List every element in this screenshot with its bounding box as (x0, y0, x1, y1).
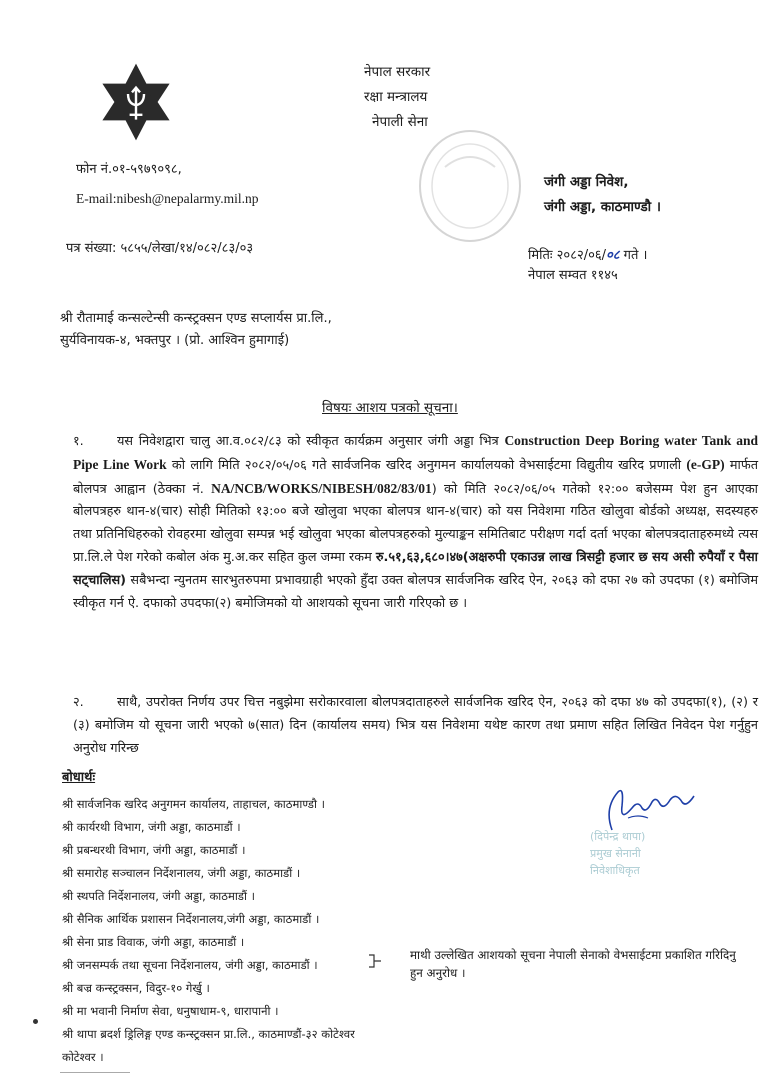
army-name: नेपाली सेना (372, 114, 428, 130)
cc-item: श्री मा भवानी निर्माण सेवा, धनुषाधाम-९, धारापानी । (62, 1004, 279, 1018)
cc-item: श्री जनसम्पर्क तथा सूचना निर्देशनालय, जंगी अड्डा, काठमाडौं । (62, 958, 318, 972)
stamp-line-3: निवेशाधिकृत (590, 864, 640, 877)
paragraph-1-text-4: ) को मिति २०८२/०६/०५ गतेको १२:०० बजेसम्म पेश हुन आएका बोलपत्रहरु थान-४(चार) सोही मितिको १३:०० बजे खोलुवा भएका बोलपत्र थान-४(चार) को यस निवेशमा गठित खोलुवा बोर्डको अध्यक्ष, सदस्यहरु तथा प्रतिनिधिहरुको रोवहरमा खोलुवा सम्पन्न भई खोलुवा भएका बोलपत्रहरुको मुल्याङ्कन समितिबाट परीक्षण गर्दा दर्ता भएका बोलपत्रदाताहरुमध्ये त्यस प्रा.लि.ले पेश गरेको कबोल अंक मु.अ.कर सहित कुल जम्मा रकम (73, 481, 758, 565)
cc-item: श्री बज्र कन्स्ट्रक्सन, विदुर-१० गेर्खु । (62, 981, 210, 995)
cc-item: श्री प्रबन्धरथी विभाग, जंगी अड्डा, काठमाडौं । (62, 843, 246, 857)
ministry-name: रक्षा मन्त्रालय (364, 89, 428, 105)
margin-dot (33, 1019, 38, 1024)
footer-divider (60, 1072, 130, 1073)
project-name: Construction Deep Boring water Tank and Pipe Line Work (73, 433, 758, 472)
office-line-2: जंगी अड्डा, काठमाण्डौ । (544, 199, 661, 215)
nepal-army-emblem-icon (96, 62, 176, 142)
cc-item: श्री सैनिक आर्थिक प्रशासन निर्देशनालय,जंगी अड्डा, काठमाडौं । (62, 912, 320, 926)
cc-item: श्री कार्यरथी विभाग, जंगी अड्डा, काठमाडौं । (62, 820, 241, 834)
letter-date (528, 246, 647, 286)
subject-line: विषयः आशय पत्रको सूचना। (322, 400, 458, 416)
government-header (364, 60, 430, 135)
cc-heading: बोधार्थः (62, 770, 96, 785)
nepal-samvat: नेपाल सम्वत ११४५ (528, 268, 618, 283)
cc-item: कोटेश्वर । (62, 1050, 104, 1064)
date-line (528, 246, 647, 266)
contract-number: NA/NCB/WORKS/NIBESH/082/83/01 (211, 480, 432, 496)
paragraph-2-text: साथै, उपरोक्त निर्णय उपर चित्त नबुझेमा सरोकारवाला बोलपत्रदाताहरुले सार्वजनिक खरिद ऐन, २०६३ को दफा ४७ को उपदफा(१), (२) र (३) बमोजिम यो सूचना जारी भएको ७(सात) दिन (कार्यालय समय) भित्र यस निवेशमा यथेष्ट कारण तथा प्रमाण सहित लिखित निवेदन पेश गर्नुहुन अनुरोध गरिन्छ (73, 695, 758, 756)
phone-number: फोन नं.०१-५९७९०९८, (76, 162, 182, 177)
paragraph-1-text-2: को लागि मिति २०८२/०५/०६ गते सार्वजनिक खरिद अनुगमन कार्यालयको वेभसाईटमा विद्युतीय खरिद प्रणाली (166, 457, 687, 473)
egp-label: (e-GP) (686, 456, 725, 472)
paragraph-1-text-3: मार्फत बोलपत्र आह्वान (ठेक्का नं. (73, 457, 759, 497)
email-address: E-mail:nibesh@nepalarmy.mil.np (76, 191, 259, 206)
paragraph-1-text-1: यस निवेशद्वारा चालु आ.व.०८२/८३ को स्वीकृत कार्यक्रम अनुसार जंगी अड्डा भित्र (117, 434, 505, 449)
recipient-block (60, 308, 332, 352)
date-suffix: गते । (619, 248, 648, 263)
cc-item: श्री समारोह सञ्चालन निर्देशनालय, जंगी अड्डा, काठमाडौं । (62, 866, 301, 880)
brace-connector-icon (368, 954, 382, 968)
stamp-line-2: प्रमुख सेनानी (590, 847, 641, 860)
reference-number: पत्र संख्या: ५८५५/लेखा/१४/०८२/८३/०३ (66, 241, 254, 256)
cc-item: श्री स्थपति निर्देशनालय, जंगी अड्डा, काठमाडौं । (62, 889, 255, 903)
contract-amount: रु.५१,६३,६८०।४७(अक्षरुपी एकाउन्न लाख त्रिसट्टी हजार छ सय असी रुपैयाँ र पैसा सट्चालिस) (73, 549, 759, 588)
recipient-line-2: सुर्यविनायक-४, भक्तपुर । (प्रो. आश्विन हुमागाई) (60, 333, 290, 348)
office-line-1: जंगी अड्डा निवेश, (544, 174, 629, 190)
cc-item: श्री सेना प्राड विवाक, जंगी अड्डा, काठमाडौं । (62, 935, 245, 949)
handwritten-day: ०८ (606, 248, 620, 263)
cc-item: श्री थापा ब्रदर्श ड्रिलिङ्ग एण्ड कन्स्ट्रक्सन प्रा.लि., काठमाण्डौं-३२ कोटेश्वर (62, 1027, 355, 1041)
paragraph-2 (73, 692, 758, 760)
faint-seal-icon (415, 127, 525, 245)
paragraph-1 (73, 430, 758, 615)
date-prefix: मितिः २०८२/०६/ (528, 248, 606, 263)
office-address (544, 170, 661, 220)
paragraph-1-number: १. (73, 434, 84, 449)
stamp-line-1: (दिपेन्द्र थापा) (590, 830, 646, 843)
website-publish-note: माथी उल्लेखित आशयको सूचना नेपाली सेनाको वेभसाईटमा प्रकाशित गरिदिनु हुन अनुरोध । (410, 948, 736, 980)
recipient-line-1: श्री रौतामाई कन्सल्टेन्सी कन्स्ट्रक्सन एण्ड सप्लार्यस प्रा.लि., (60, 311, 332, 326)
signature-stamp (590, 828, 680, 879)
cc-item: श्री सार्वजनिक खरिद अनुगमन कार्यालय, ताहाचल, काठमाण्डौ । (62, 797, 325, 811)
government-name: नेपाल सरकार (364, 64, 431, 80)
paragraph-1-text-5: सबैभन्दा न्युनतम सारभुतरुपमा प्रभावग्राही भएको हुँदा उक्त बोलपत्र सार्वजनिक खरिद ऐन, २०६३ को दफा २७ को उपदफा (१) बमोजिम स्वीकृत गर्न ऐ. दफाको उपदफा(२) बमोजिमको यो आशयको सूचना जारी गरिएको छ । (73, 572, 758, 611)
paragraph-2-number: २. (73, 695, 84, 710)
